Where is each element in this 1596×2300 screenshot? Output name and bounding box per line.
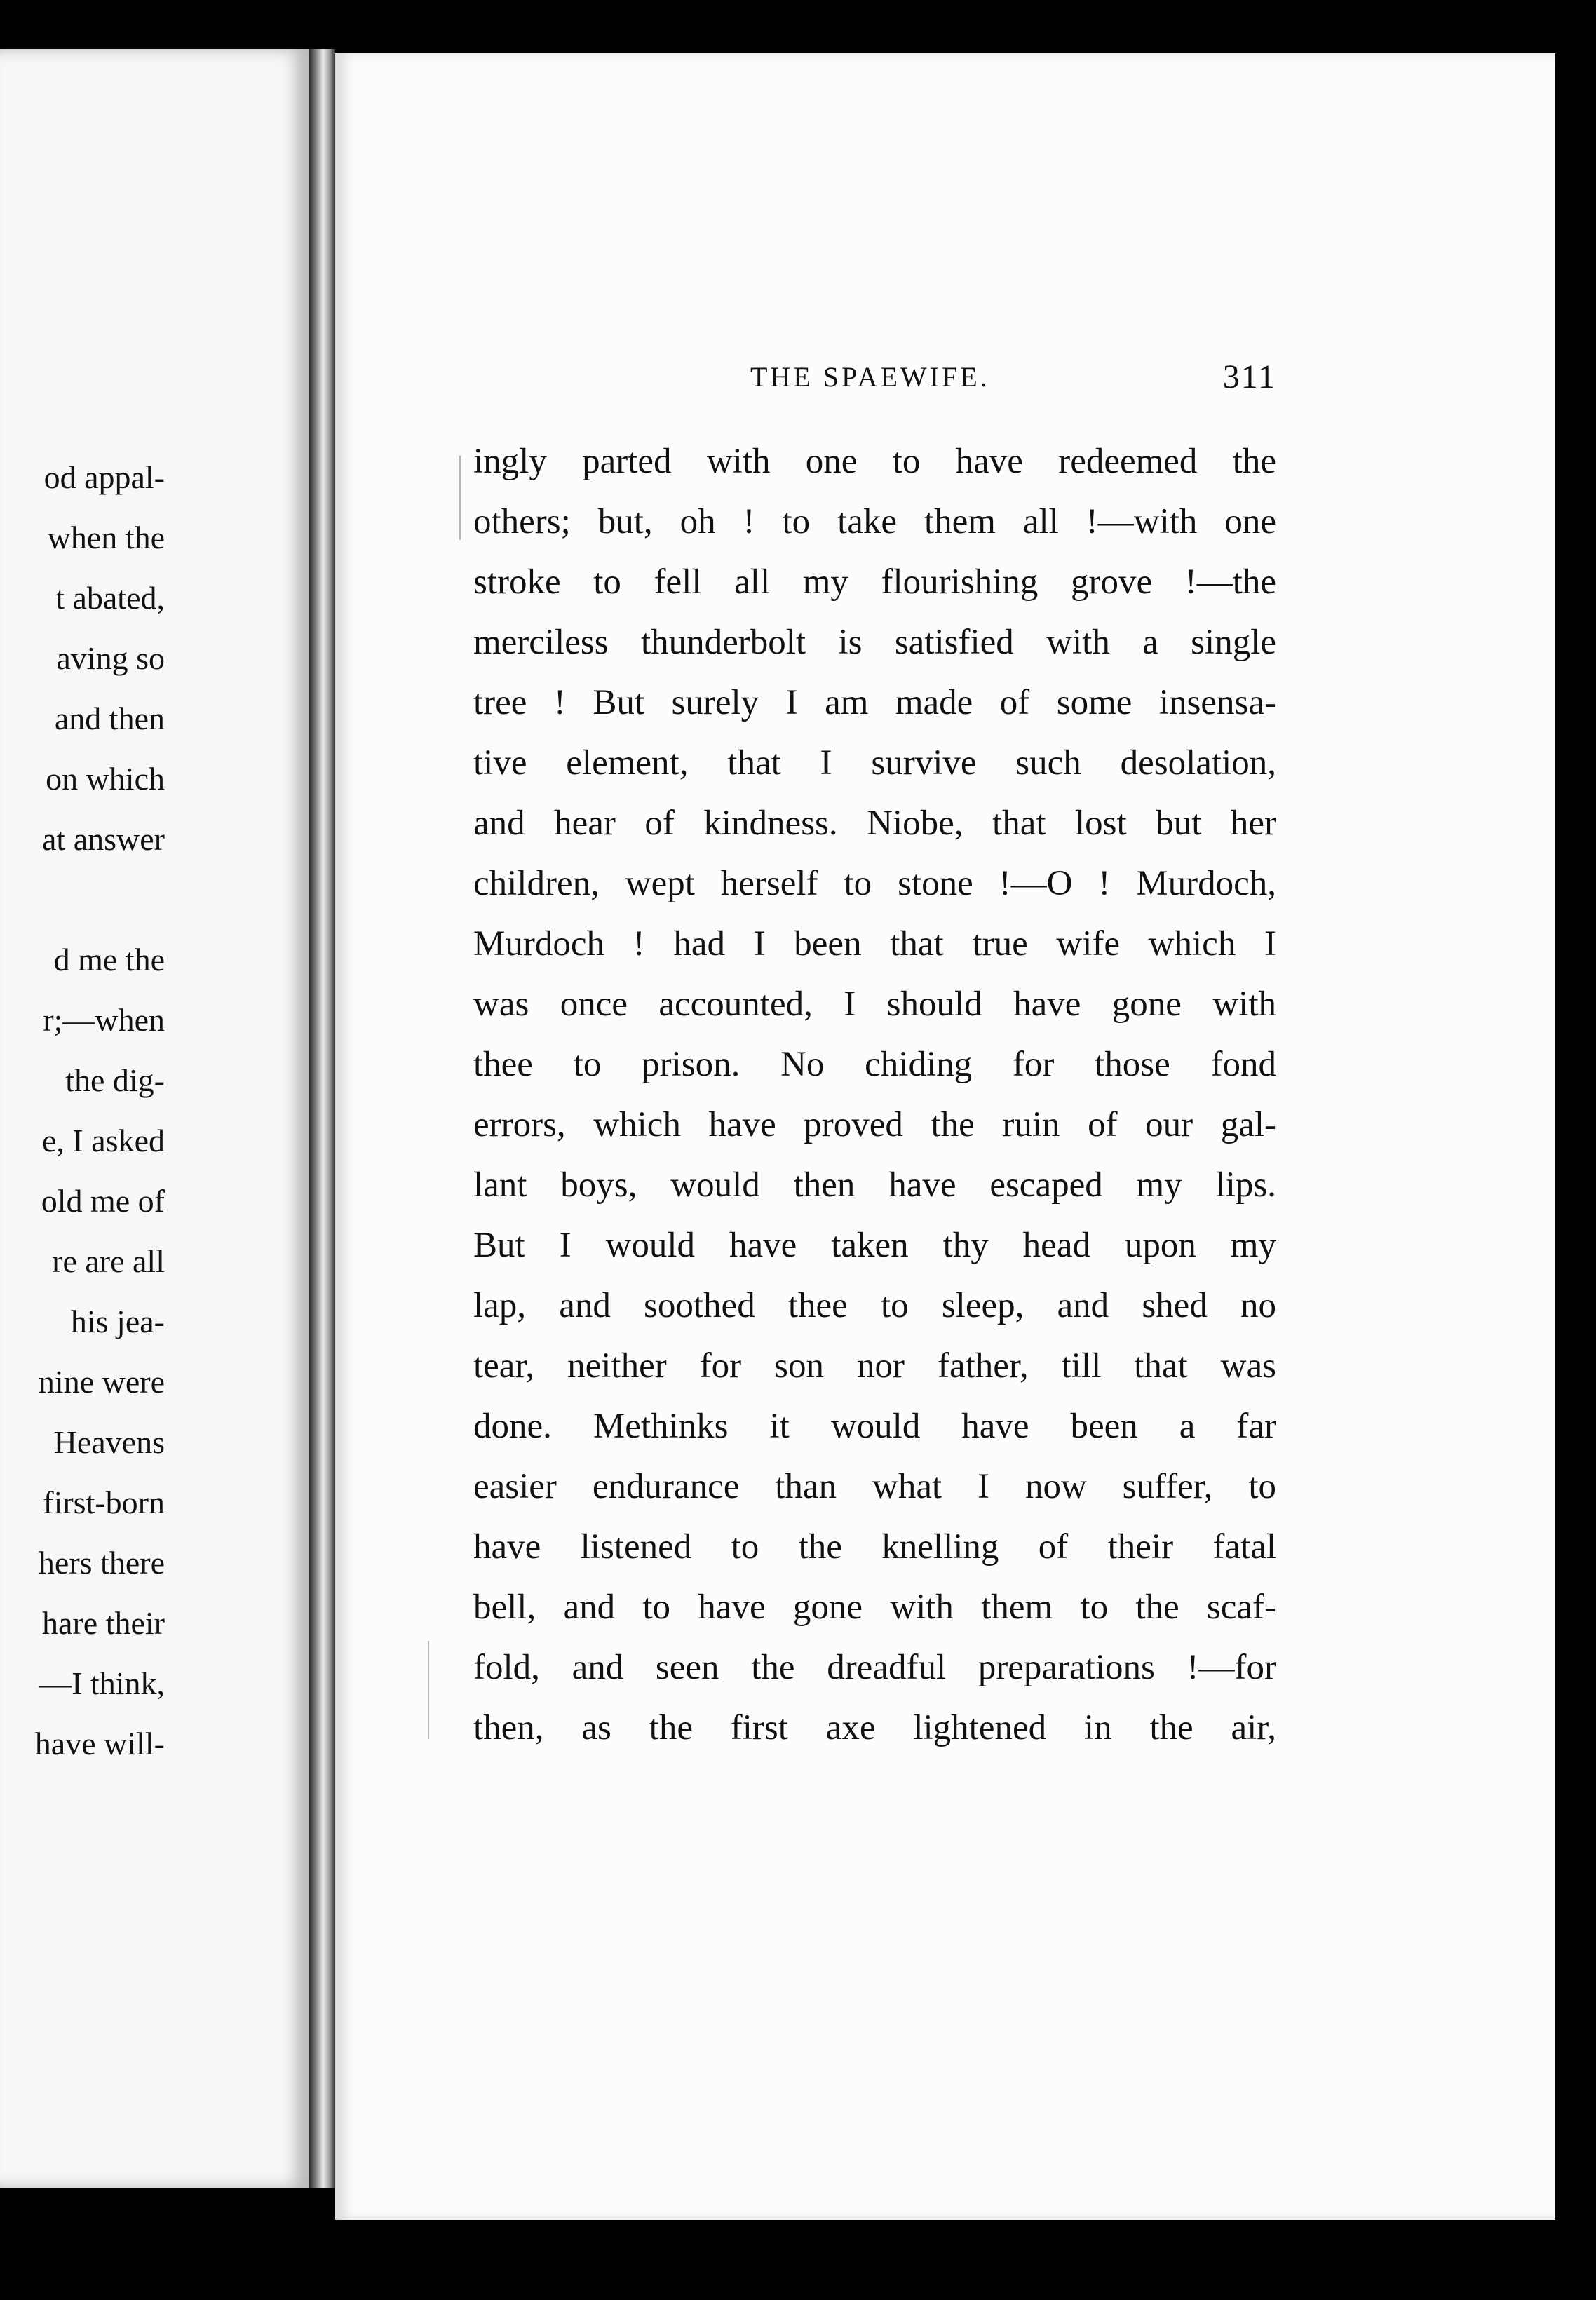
left-line: hare their [42,1605,165,1641]
left-line: on which [46,761,165,797]
left-line: r;—when [43,1002,165,1038]
text-line: lant boys, would then have escaped my lips. [473,1165,1276,1205]
text-line: then, as the first axe lightened in the air, [473,1708,1276,1747]
text-line: others; but, oh ! to take them all !—with one [473,502,1276,541]
left-line: the dig- [65,1062,165,1098]
left-line: nine were [38,1364,165,1400]
text-line: Murdoch ! had I been that true wife which I [473,924,1276,963]
text-line: tree ! But surely I am made of some insensa- [473,683,1276,722]
text-line: errors, which have proved the ruin of our gal- [473,1105,1276,1144]
text-line: tive element, that I survive such desolation, [473,743,1276,783]
text-line: lap, and soothed thee to sleep, and shed no [473,1286,1276,1325]
left-line: od appal- [43,459,165,495]
text-line: have listened to the knelling of their fatal [473,1527,1276,1567]
left-page [0,49,309,2188]
left-line: aving so [56,640,165,676]
text-line: tear, neither for son nor father, till that was [473,1346,1276,1386]
left-line-blank [0,870,165,930]
book-spine [309,49,335,2188]
page-body-text [473,431,1276,1758]
text-line: was once accounted, I should have gone with [473,985,1276,1024]
text-line: stroke to fell all my flourishing grove !—the [473,562,1276,602]
left-page-text [0,447,165,1774]
text-line: merciless thunderbolt is satisfied with a single [473,623,1276,662]
margin-pencil-mark [459,456,461,540]
left-line: e, I asked [42,1123,165,1158]
text-line: ingly parted with one to have redeemed the [473,442,1276,481]
left-line: have will- [34,1726,165,1761]
left-line: and then [54,701,165,736]
left-line: d me the [53,942,165,977]
left-line: first-born [43,1484,165,1520]
left-line: at answer [42,821,165,857]
left-line: t abated, [55,580,165,616]
left-line: —I think, [39,1665,165,1701]
text-line: easier endurance than what I now suffer, to [473,1467,1276,1506]
running-title: THE SPAEWIFE. [750,361,990,393]
left-line: Heavens [53,1424,165,1460]
text-line: bell, and to have gone with them to the scaf- [473,1588,1276,1627]
page-number: 311 [1222,358,1276,395]
left-line: hers there [38,1545,165,1581]
text-line: and hear of kindness. Niobe, that lost but her [473,804,1276,843]
running-header [410,358,1276,407]
left-line: re are all [52,1243,165,1279]
text-line: fold, and seen the dreadful preparations !—for [473,1648,1276,1687]
text-line: But I would have taken thy head upon my [473,1226,1276,1265]
text-line: children, wept herself to stone !—O ! Murdoch, [473,864,1276,903]
left-line: old me of [41,1183,165,1219]
text-line: thee to prison. No chiding for those fond [473,1045,1276,1084]
text-line: done. Methinks it would have been a far [473,1407,1276,1446]
margin-pencil-mark [428,1641,429,1739]
left-line: when the [47,520,165,555]
left-line: his jea- [70,1304,165,1339]
